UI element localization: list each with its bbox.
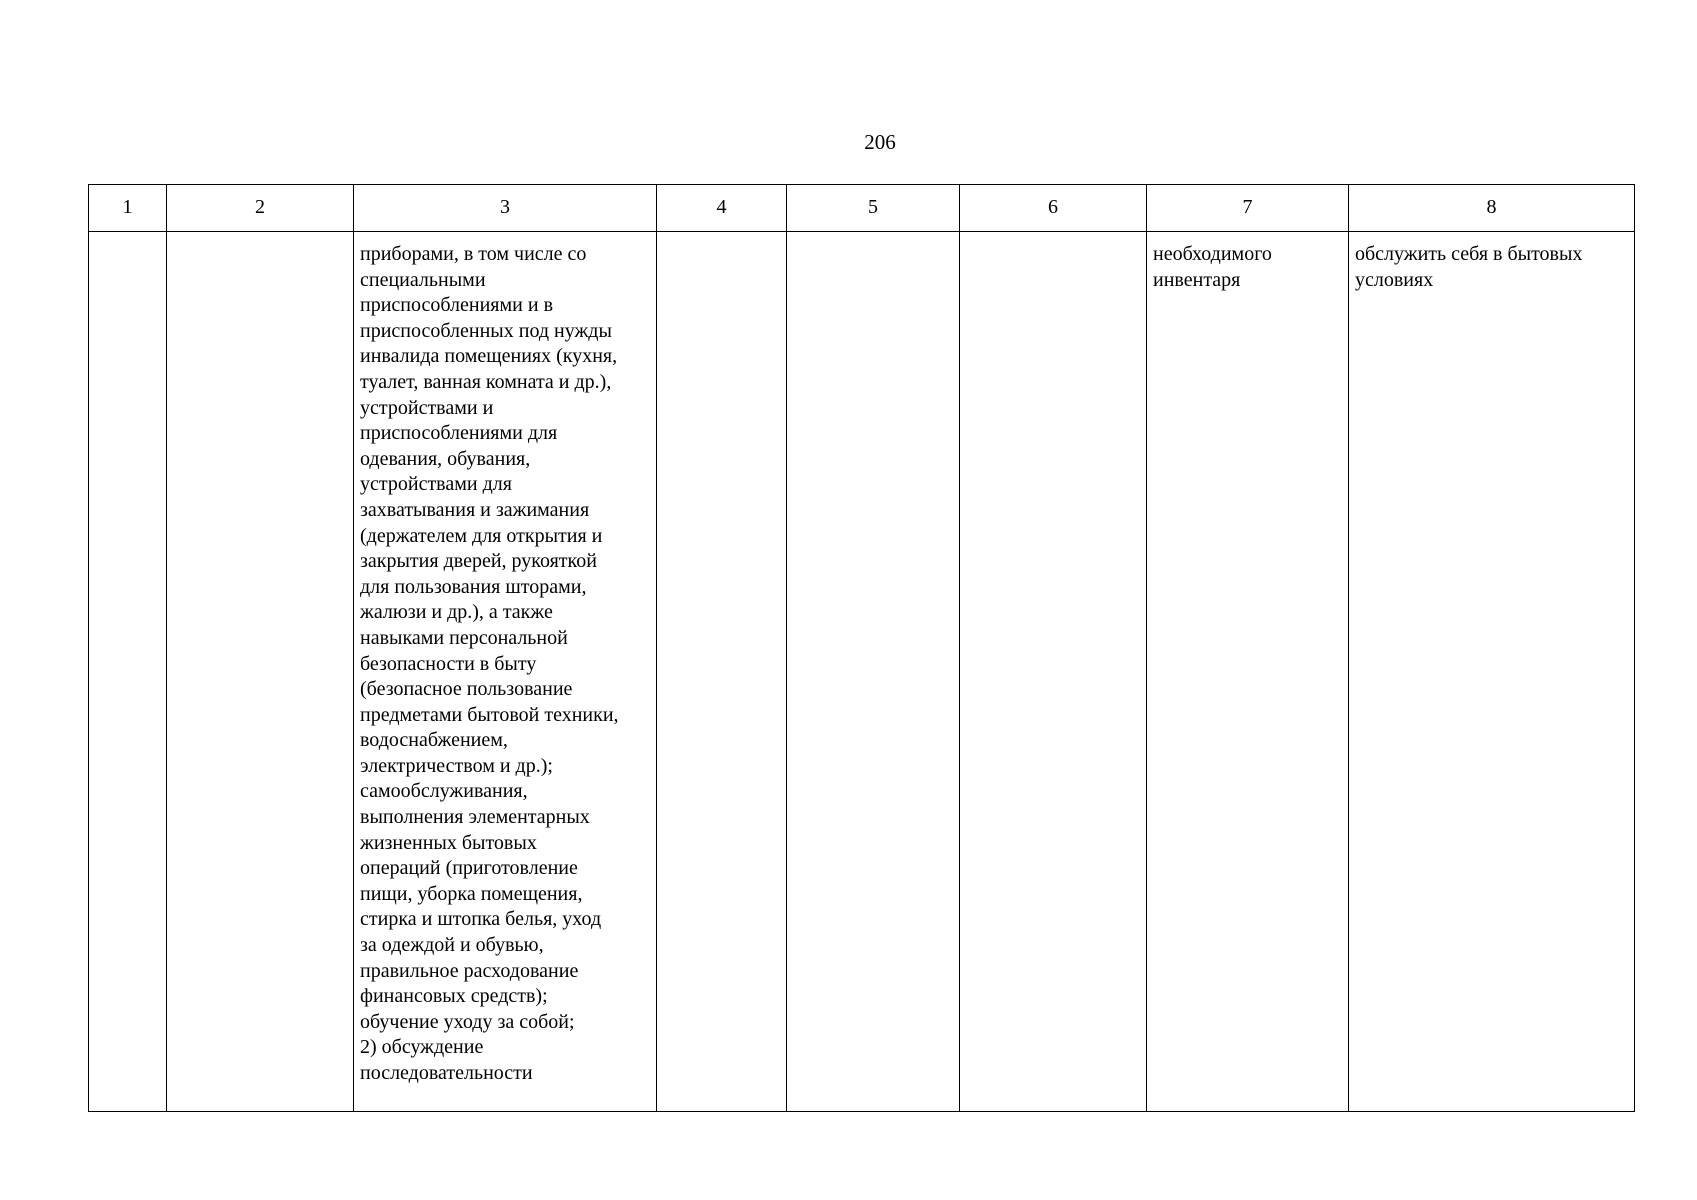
table-cell-col7 [1147, 232, 1349, 1112]
cell-text-line: стирка и штопка белья, уход [360, 908, 602, 931]
document-table [88, 184, 1635, 1112]
cell-text-line: предметами бытовой техники, [360, 703, 619, 726]
table-cell-col2 [167, 232, 354, 1112]
column-header: 7 [1147, 185, 1349, 232]
cell-text-line: специальными [360, 268, 486, 291]
cell-text-line: обучение уходу за собой; [360, 1010, 575, 1033]
column-header: 5 [787, 185, 960, 232]
cell-text-line: условиях [1355, 268, 1434, 291]
cell-text-line: финансовых средств); [360, 985, 548, 1008]
column-header: 3 [354, 185, 657, 232]
cell-text-line: приспособлениями для [360, 422, 558, 445]
cell-text-line: необходимого [1153, 243, 1272, 265]
cell-text-line: устройствами для [360, 473, 512, 496]
cell-text-line: (безопасное пользование [360, 678, 573, 701]
page-number: 206 [864, 130, 896, 154]
cell-text-line: выполнения элементарных [360, 806, 590, 829]
cell-text-line: устройствами и [360, 396, 494, 419]
table-cell-col3 [354, 232, 657, 1112]
cell-text-line: за одеждой и обувью, [360, 934, 544, 957]
cell-text-line: жалюзи и др.), а также [360, 601, 553, 624]
cell-text-line: туалет, ванная комната и др.), [360, 370, 612, 393]
cell-text-line: приспособленных под нужды [360, 319, 612, 342]
cell-text-line: правильное расходование [360, 959, 579, 982]
table-cell-col5 [787, 232, 960, 1112]
column-header: 1 [89, 185, 167, 232]
column-header: 6 [960, 185, 1147, 232]
table-cell-col8 [1349, 232, 1635, 1112]
cell-text-line: последовательности [360, 1062, 533, 1084]
cell-text-line: приспособлениями и в [360, 294, 554, 317]
cell-text-line: безопасности в быту [360, 652, 537, 675]
cell-text-line: электричеством и др.); [360, 754, 553, 777]
cell-text-line: жизненных бытовых [360, 831, 537, 854]
cell-text-line: приборами, в том числе со [360, 243, 587, 265]
column-header: 4 [657, 185, 787, 232]
table-cell-col6 [960, 232, 1147, 1112]
cell-text-line: для пользования шторами, [360, 575, 587, 598]
table-cell-col4 [657, 232, 787, 1112]
cell-text-line: операций (приготовление [360, 857, 578, 880]
cell-text-line: одевания, обувания, [360, 447, 531, 470]
table-cell-col1 [89, 232, 167, 1112]
cell-text-line: захватывания и зажимания [360, 498, 590, 521]
column-header: 8 [1349, 185, 1635, 232]
cell-text-line: самообслуживания, [360, 780, 528, 803]
table-row [89, 232, 1635, 1112]
table-header-row [89, 185, 1635, 232]
cell-text-line: инвалида помещениях (кухня, [360, 345, 618, 368]
cell-text-line: инвентаря [1153, 268, 1241, 291]
cell-text-line: (держателем для открытия и [360, 524, 603, 547]
cell-text-line: 2) обсуждение [360, 1036, 484, 1059]
column-header: 2 [167, 185, 354, 232]
cell-text-line: пищи, уборка помещения, [360, 882, 583, 905]
cell-text-line: водоснабжением, [360, 729, 508, 752]
cell-text-line: обслужить себя в бытовых [1355, 243, 1583, 265]
cell-text-line: закрытия дверей, рукояткой [360, 550, 597, 573]
cell-text-line: навыками персональной [360, 626, 568, 649]
